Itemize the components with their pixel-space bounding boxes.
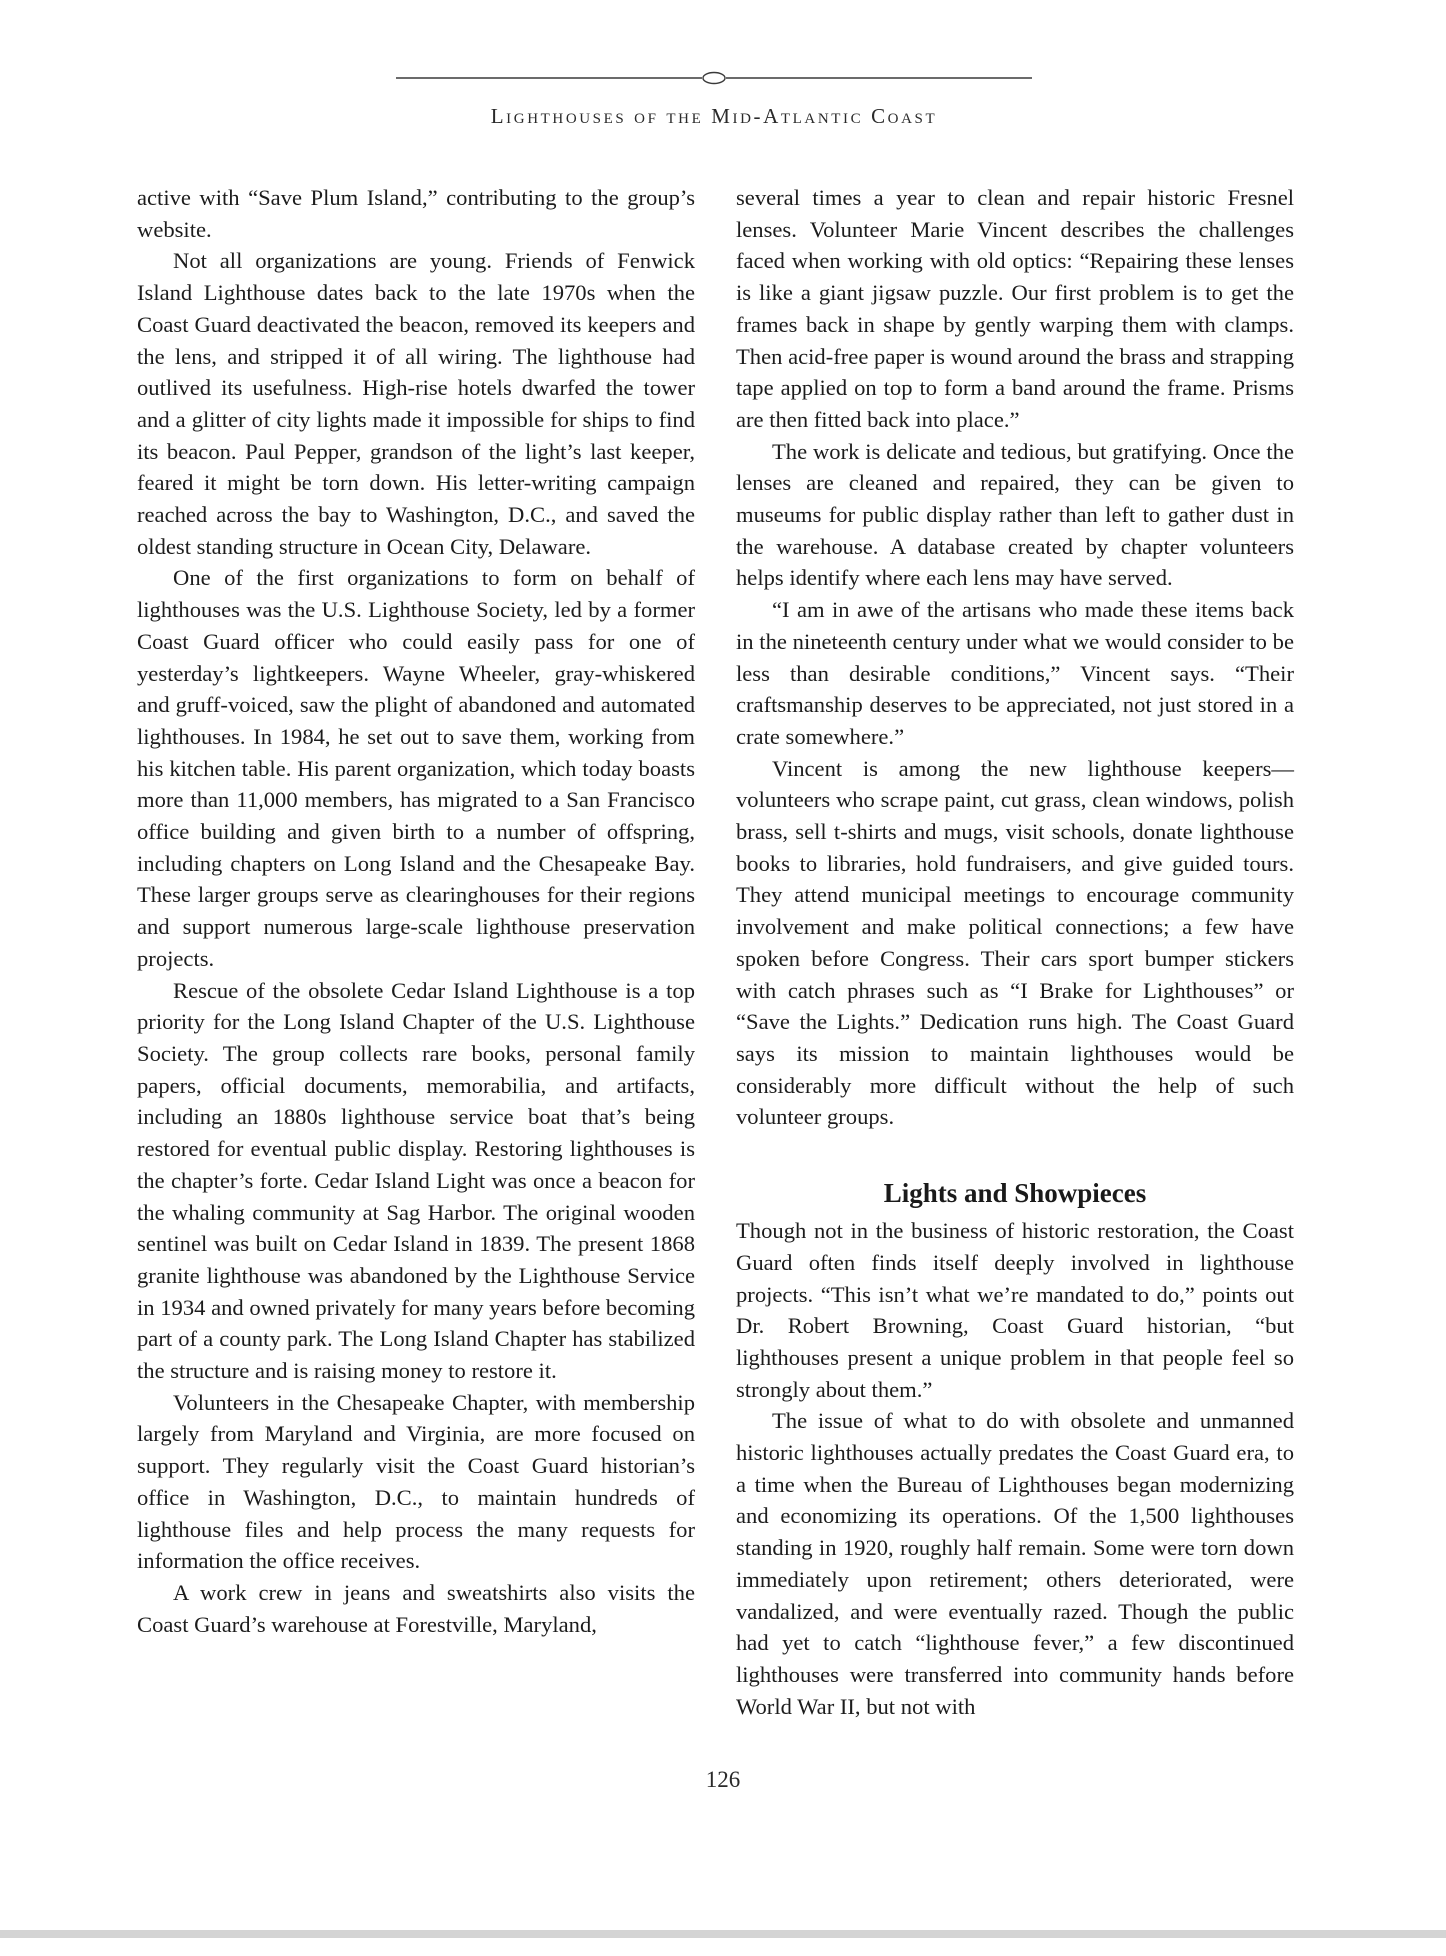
ornament-rule: [396, 68, 1032, 88]
page-number: 126: [705, 1767, 741, 1792]
paragraph: One of the first organizations to form on behalf of lighthouses was the U.S. Lighthouse Society, led by a former Coast Guard officer who could easily pass for one of yesterday’s lightkeepers. Wayne Wheeler, gray-whiskered and gruff-voiced, saw the plight of abandoned and automated lighthouses. In 1984, he set out to save them, working from his kitchen table. His parent organization, which today boasts more than 11,000 members, has migrated to a San Francisco office building and given birth to a number of offspring, including chapters on Long Island and the Chesapeake Bay. These larger groups serve as clearinghouses for their regions and support numerous large-scale lighthouse preservation projects.: [137, 565, 695, 971]
running-head: [396, 68, 1032, 128]
paragraph: Rescue of the obsolete Cedar Island Lighthouse is a top priority for the Long Island Chapter of the U.S. Lighthouse Society. The group collects rare books, personal family papers, official documents, memorabilia, and artifacts, including an 1880s lighthouse service boat that’s being restored for eventual public display. Restoring lighthouses is the chapter’s forte. Cedar Island Light was once a beacon for the whaling community at Sag Harbor. The original wooden sentinel was built on Cedar Island in 1839. The present 1868 granite lighthouse was abandoned by the Lighthouse Service in 1934 and owned privately for many years before becoming part of a county park. The Long Island Chapter has stabilized the structure and is raising money to restore it.: [137, 977, 695, 1384]
paragraph: Vincent is among the new lighthouse keepers—volunteers who scrape paint, cut grass, clean windows, polish brass, sell t-shirts and mugs, visit schools, donate lighthouse books to libraries, hold fundraisers, and give guided tours. They attend municipal meetings to encourage community involvement and make political connections; a few have spoken before Congress. Their cars sport bumper stickers with catch phrases such as “I Brake for Lighthouses” or “Save the Lights.” Dedication runs high. The Coast Guard says its mission to maintain lighthouses would be considerably more difficult without the help of such volunteer groups.: [736, 755, 1294, 1130]
paragraph: active with “Save Plum Island,” contributing to the group’s website.: [137, 185, 695, 242]
paragraph: Volunteers in the Chesapeake Chapter, with membership largely from Maryland and Virginia, are more focused on support. They regularly visit the Coast Guard historian’s office in Washington, D.C., to maintain hundreds of lighthouse files and help process the many requests for information the office receives.: [137, 1389, 695, 1574]
paragraph: Though not in the business of historic restoration, the Coast Guard often finds itself deeply involved in lighthouse projects. “This isn’t what we’re mandated to do,” points out Dr. Robert Browning, Coast Guard historian, “but lighthouses present a unique problem in that people feel so strongly about them.”: [736, 1218, 1294, 1402]
paragraph: several times a year to clean and repair historic Fresnel lenses. Volunteer Marie Vincent describes the challenges faced when working with old optics: “Repairing these lenses is like a giant jigsaw puzzle. Our first problem is to get the frames back in shape by gently warping them with clamps. Then acid-free paper is wound around the brass and strapping tape applied on top to form a band around the frame. Prisms are then fitted back into place.”: [736, 185, 1294, 432]
paragraph: A work crew in jeans and sweatshirts also visits the Coast Guard’s warehouse at Forestville, Maryland,: [137, 1579, 695, 1637]
paragraph: Not all organizations are young. Friends of Fenwick Island Lighthouse dates back to the late 1970s when the Coast Guard deactivated the beacon, removed its keepers and the lens, and stripped it of all wiring. The lighthouse had outlived its usefulness. High-rise hotels dwarfed the tower and a glitter of city lights made it impossible for ships to find its beacon. Paul Pepper, grandson of the light’s last keeper, feared it might be torn down. His letter-writing campaign reached across the bay to Washington, D.C., and saved the oldest standing structure in Ocean City, Delaware.: [137, 248, 695, 559]
running-title: Lighthouses of the Mid-Atlantic Coast: [490, 104, 938, 128]
paragraph: The work is delicate and tedious, but gratifying. Once the lenses are cleaned and repaired, they can be given to museums for public display rather than left to gather dust in the warehouse. A database created by chapter volunteers helps identify where each lens may have served.: [736, 438, 1294, 591]
right-column: [736, 182, 1294, 1722]
page-bottom-edge: [0, 1930, 1446, 1938]
left-column: [137, 182, 695, 1640]
section-heading: Lights and Showpieces: [883, 1178, 1147, 1209]
paragraph: The issue of what to do with obsolete and unmanned historic lighthouses actually predates the Coast Guard era, to a time when the Bureau of Lighthouses began modernizing and economizing its operations. Of the 1,500 lighthouses standing in 1920, roughly half remain. Some were torn down immediately upon retirement; others deteriorated, were vandalized, and were eventually razed. Though the public had yet to catch “lighthouse fever,” a few discontinued lighthouses were transferred into community hands before World War II, but not with: [736, 1408, 1294, 1719]
paragraph: “I am in awe of the artisans who made these items back in the nineteenth century under what we would consider to be less than desirable conditions,” Vincent says. “Their craftsmanship deserves to be appreciated, not just stored in a crate somewhere.”: [736, 597, 1294, 749]
